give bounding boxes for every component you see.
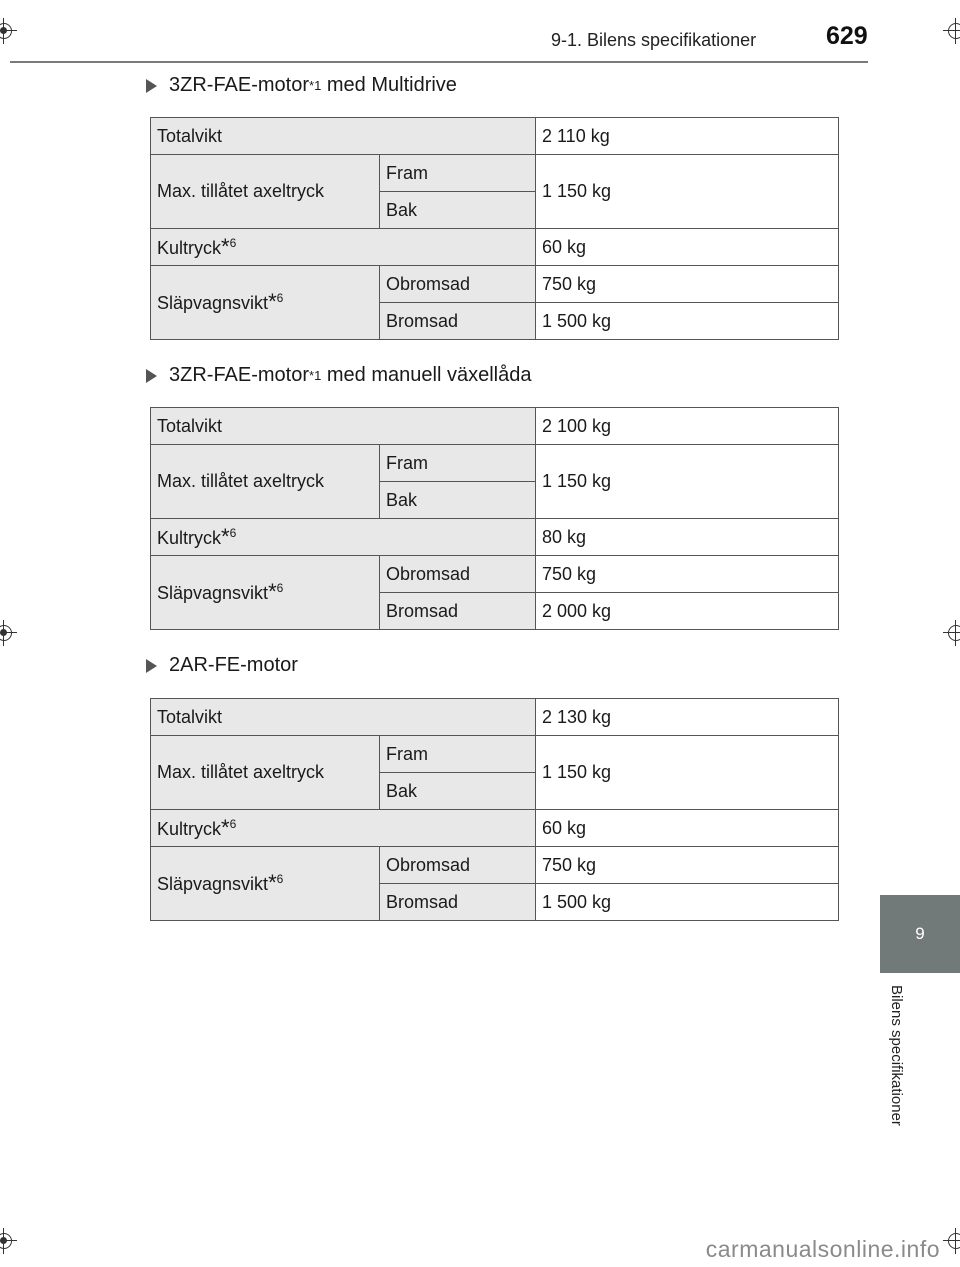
asterisk-icon: * xyxy=(221,523,230,549)
triangle-bullet-icon xyxy=(146,659,157,673)
totalvikt-label: Totalvikt xyxy=(151,699,536,736)
section-heading-suffix: med manuell växellåda xyxy=(321,364,532,386)
obromsad-label: Obromsad xyxy=(380,266,536,303)
asterisk-icon: * xyxy=(268,870,277,895)
obromsad-value: 750 kg xyxy=(536,266,839,303)
slap-label xyxy=(151,847,380,921)
kultryck-label xyxy=(151,519,536,556)
section-heading-text: 3ZR-FAE-motor xyxy=(169,364,310,386)
table-row xyxy=(151,810,839,847)
fram-label: Fram xyxy=(380,445,536,482)
footnote-ref: *1 xyxy=(309,78,322,93)
table-row xyxy=(151,155,839,192)
bromsad-label: Bromsad xyxy=(380,593,536,630)
axel-label: Max. tillåtet axeltryck xyxy=(151,155,380,229)
kultryck-label-text: Kultryck xyxy=(157,527,222,548)
axel-value: 1 150 kg xyxy=(536,445,839,519)
bak-label: Bak xyxy=(380,192,536,229)
table-row xyxy=(151,408,839,445)
slap-label-text: Släpvagnsvikt xyxy=(157,293,269,313)
header-section-title: 9-1. Bilens specifikationer xyxy=(551,30,757,50)
asterisk-icon: * xyxy=(221,233,230,259)
bromsad-label: Bromsad xyxy=(380,303,536,340)
registration-mark-icon xyxy=(943,1228,960,1254)
kultryck-label-text: Kultryck xyxy=(157,818,222,839)
registration-mark-icon xyxy=(0,1228,17,1254)
section-heading-text: 3ZR-FAE-motor xyxy=(169,74,310,96)
kultryck-value: 80 kg xyxy=(536,519,839,556)
table-row xyxy=(151,556,839,593)
footnote-ref: 6 xyxy=(276,872,284,886)
kultryck-label-text: Kultryck xyxy=(157,237,222,258)
totalvikt-value: 2 100 kg xyxy=(536,408,839,445)
table-row xyxy=(151,847,839,884)
bak-label: Bak xyxy=(380,482,536,519)
slap-label-text: Släpvagnsvikt xyxy=(157,874,269,894)
asterisk-icon: * xyxy=(221,814,230,840)
bak-label: Bak xyxy=(380,773,536,810)
footnote-ref: *1 xyxy=(309,368,322,383)
section-heading xyxy=(146,74,457,97)
slap-label xyxy=(151,556,380,630)
slap-label xyxy=(151,266,380,340)
registration-mark-icon xyxy=(0,620,17,646)
footnote-ref: 6 xyxy=(229,525,237,540)
obromsad-label: Obromsad xyxy=(380,556,536,593)
page-number: 629 xyxy=(826,22,868,50)
axel-value: 1 150 kg xyxy=(536,736,839,810)
totalvikt-value: 2 130 kg xyxy=(536,699,839,736)
header-rule xyxy=(10,61,868,63)
asterisk-icon: * xyxy=(268,579,277,604)
totalvikt-label: Totalvikt xyxy=(151,118,536,155)
footnote-ref: 6 xyxy=(276,291,284,305)
triangle-bullet-icon xyxy=(146,369,157,383)
section-heading xyxy=(146,364,531,387)
spec-table xyxy=(150,698,839,921)
table-row xyxy=(151,229,839,266)
axel-value: 1 150 kg xyxy=(536,155,839,229)
section-heading-text: 2AR-FE-motor xyxy=(169,654,298,676)
obromsad-value: 750 kg xyxy=(536,556,839,593)
bromsad-label: Bromsad xyxy=(380,884,536,921)
registration-mark-icon xyxy=(943,18,960,44)
obromsad-label: Obromsad xyxy=(380,847,536,884)
chapter-label: Bilens specifikationer xyxy=(888,985,905,1126)
table-row xyxy=(151,445,839,482)
fram-label: Fram xyxy=(380,736,536,773)
footnote-ref: 6 xyxy=(229,235,237,250)
registration-mark-icon xyxy=(943,620,960,646)
table-row xyxy=(151,519,839,556)
obromsad-value: 750 kg xyxy=(536,847,839,884)
spec-table xyxy=(150,407,839,630)
kultryck-label xyxy=(151,229,536,266)
footnote-ref: 6 xyxy=(276,581,284,595)
footnote-ref: 6 xyxy=(229,816,237,831)
table-row xyxy=(151,118,839,155)
kultryck-value: 60 kg xyxy=(536,229,839,266)
bromsad-value: 1 500 kg xyxy=(536,884,839,921)
table-row xyxy=(151,266,839,303)
triangle-bullet-icon xyxy=(146,79,157,93)
kultryck-label xyxy=(151,810,536,847)
watermark: carmanualsonline.info xyxy=(705,1236,940,1262)
totalvikt-value: 2 110 kg xyxy=(536,118,839,155)
slap-label-text: Släpvagnsvikt xyxy=(157,583,269,603)
axel-label: Max. tillåtet axeltryck xyxy=(151,445,380,519)
registration-mark-icon xyxy=(0,18,17,44)
axel-label: Max. tillåtet axeltryck xyxy=(151,736,380,810)
asterisk-icon: * xyxy=(268,289,277,314)
chapter-tab: 9 xyxy=(880,895,960,973)
bromsad-value: 1 500 kg xyxy=(536,303,839,340)
totalvikt-label: Totalvikt xyxy=(151,408,536,445)
spec-table xyxy=(150,117,839,340)
section-heading xyxy=(146,654,298,677)
bromsad-value: 2 000 kg xyxy=(536,593,839,630)
table-row xyxy=(151,699,839,736)
fram-label: Fram xyxy=(380,155,536,192)
table-row xyxy=(151,736,839,773)
kultryck-value: 60 kg xyxy=(536,810,839,847)
section-heading-suffix: med Multidrive xyxy=(321,74,457,96)
